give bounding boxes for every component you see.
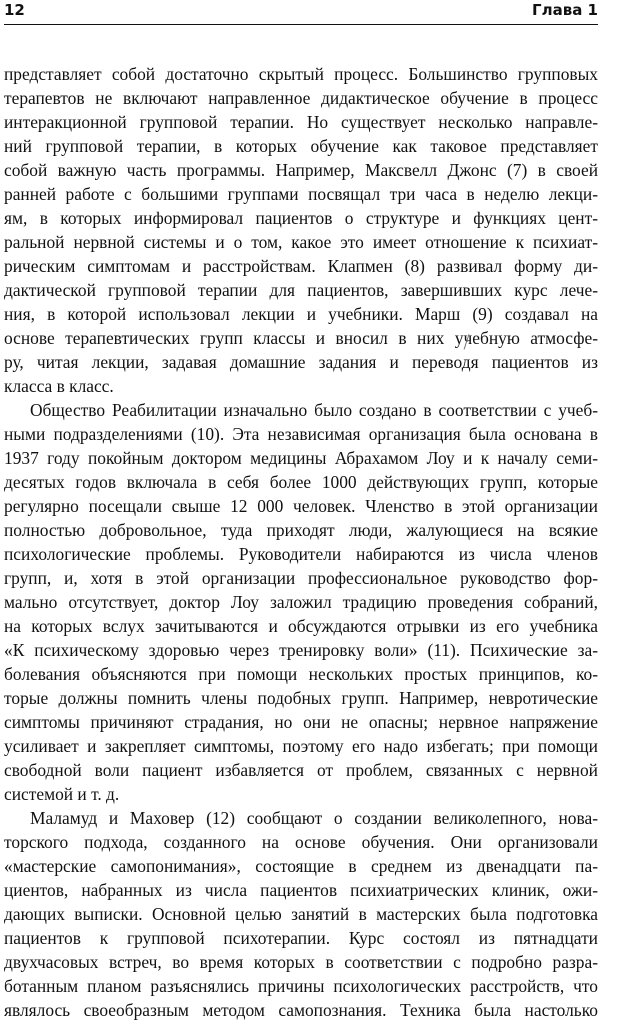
text-line: регулярно посещали свыше 12 000 человек. Членство в этой организации: [4, 496, 598, 516]
text-line: ными подразделениями (10). Эта независимая организация была основана в: [4, 424, 598, 444]
text-line: торского подхода, созданного на основе обучения. Они организовали: [4, 832, 598, 852]
text-line: усиливает и закрепляет симптомы, поэтому его надо избегать; при помощи: [4, 736, 598, 756]
text-line: психологические проблемы. Руководители набираются из числа членов: [4, 544, 598, 564]
text-line: представляет собой достаточно скрытый процесс. Большинство групповых: [4, 64, 598, 84]
text-line: основе терапевтических групп классы и вносил в них учебную атмосфе-: [4, 328, 598, 348]
page-number: 12: [4, 1, 25, 19]
text-line: десятых годов включала в себя более 1000 действующих групп, которые: [4, 472, 598, 492]
text-line: ботанным планом разъяснялись причины психологических расстройств, что: [4, 976, 598, 996]
text-line: ям, в которых информировал пациентов о структуре и функциях цент-: [4, 208, 598, 228]
text-line: ранней работе с большими группами посвящал три часа в неделю лекци-: [4, 184, 598, 204]
text-line: терапевтов не включают направленное дидактическое обучение в процесс: [4, 88, 598, 108]
text-line: ральной нервной системы и о том, какое это имеет отношение к психиат-: [4, 232, 598, 252]
text-line: рическим симптомам и расстройствам. Клапмен (8) развивал форму ди-: [4, 256, 598, 276]
text-line: собой важную часть программы. Например, Максвелл Джонс (7) в своей: [4, 160, 598, 180]
text-line: «К психическому здоровью через тренировку воли» (11). Психические за-: [4, 640, 598, 660]
text-line: циентов, набранных из числа пациентов психиатрических клиник, ожи-: [4, 880, 598, 900]
text-line: Общество Реабилитации изначально было создано в соответствии с учеб-: [30, 400, 598, 420]
text-line: симптомы причиняют страдания, но они не опасны; нервное напряжение: [4, 712, 598, 732]
text-line: на которых вслух зачитываются и обсуждаются отрывки из его учебника: [4, 616, 598, 636]
paragraph: [4, 62, 598, 398]
page-header: [4, 0, 598, 25]
body-text: [4, 62, 598, 1022]
text-line: класса в класс.: [4, 376, 114, 396]
text-line: мально отсутствует, доктор Лоу заложил традицию проведения собраний,: [4, 592, 598, 612]
text-line: ний групповой терапии, в которых обучение как таковое представляет: [4, 136, 598, 156]
text-line: двухчасовых встреч, во время которых в соответствии с подробно разра-: [4, 952, 598, 972]
text-line: дактической групповой терапии для пациентов, завершивших курс лече-: [4, 280, 598, 300]
text-line: торые должны помнить члены подобных групп. Например, невротические: [4, 688, 598, 708]
paragraph: [4, 806, 598, 1022]
text-line: дающих выписки. Основной целью занятий в мастерских была подготовка: [4, 904, 598, 924]
text-line: полностью добровольное, туда приходят люди, жалующиеся на всякие: [4, 520, 598, 540]
text-line: болевания объясняются при помощи нескольких простых принципов, ко-: [4, 664, 598, 684]
text-line: групп, и, хотя в этой организации профессиональное руководство фор-: [4, 568, 598, 588]
text-line: свободной воли пациент избавляется от проблем, связанных с нервной: [4, 760, 598, 780]
running-head-chapter: Глава 1: [532, 1, 598, 19]
paragraph: [4, 398, 598, 806]
text-line: интеракционной групповой терапии. Но существует несколько направле-: [4, 112, 598, 132]
text-line: «мастерские самопонимания», состоящие в среднем из двенадцати па-: [4, 856, 598, 876]
text-line: 1937 году покойным доктором медицины Абрахамом Лоу и к началу семи-: [4, 448, 598, 468]
text-line: системой и т. д.: [4, 784, 120, 804]
text-line: пациентов к групповой психотерапии. Курс состоял из пятнадцати: [4, 928, 598, 948]
text-line: являлось своеобразным методом самопознания. Техника была настолько: [4, 1000, 598, 1020]
text-line: Маламуд и Маховер (12) сообщают о создании великолепного, нова-: [30, 808, 598, 828]
text-line: ния, в которой использовал лекции и учебники. Марш (9) создавал на: [4, 304, 598, 324]
text-line: ру, читая лекции, задавая домашние задания и переводя пациентов из: [4, 352, 598, 372]
